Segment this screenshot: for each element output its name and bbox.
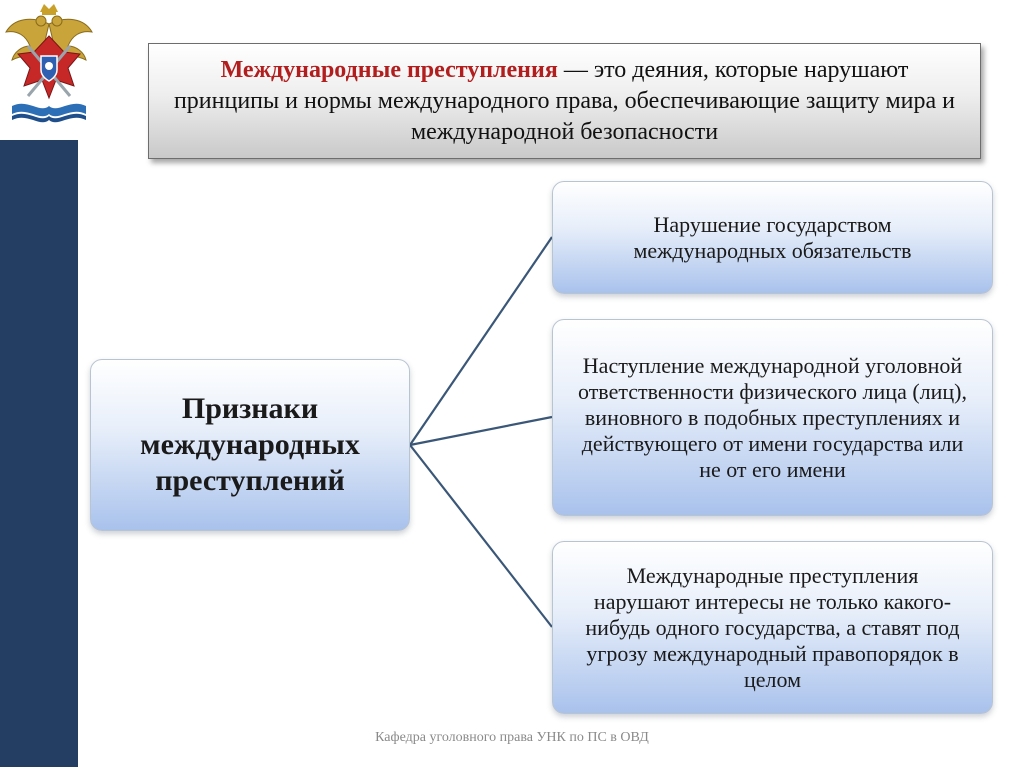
connector-line-1 (410, 237, 552, 445)
definition-box (148, 43, 981, 159)
emblem-icon (4, 2, 94, 130)
signs-root-box (90, 359, 410, 531)
side-bar (0, 140, 78, 767)
sign-box-1 (552, 181, 993, 294)
sign-text-1: Нарушение государством международных обязательств (633, 211, 912, 263)
sign-text-3: Международные преступления нарушают интересы не только какого-нибудь одного государства, а ставят под угрозу международный правопорядок в целом (585, 562, 960, 692)
signs-root-label: Признаки международных преступлений (140, 392, 360, 497)
sign-box-3 (552, 541, 993, 714)
sign-text-2: Наступление международной уголовной ответственности физического лица (лиц), виновного в подобных преступлениях и действующего от имени государства или не от его имени (577, 352, 968, 482)
sign-box-2 (552, 319, 993, 516)
definition-term: Международные преступления (220, 56, 558, 83)
definition-text (167, 55, 962, 148)
connector-line-3 (410, 445, 552, 627)
connector-line-2 (410, 417, 552, 445)
footer-text: Кафедра уголовного права УНК по ПС в ОВД (375, 730, 649, 745)
definition-body: — это деяния, которые нарушают принципы и нормы международного права, обеспечивающие защиту мира и международной безопасности (173, 56, 956, 145)
